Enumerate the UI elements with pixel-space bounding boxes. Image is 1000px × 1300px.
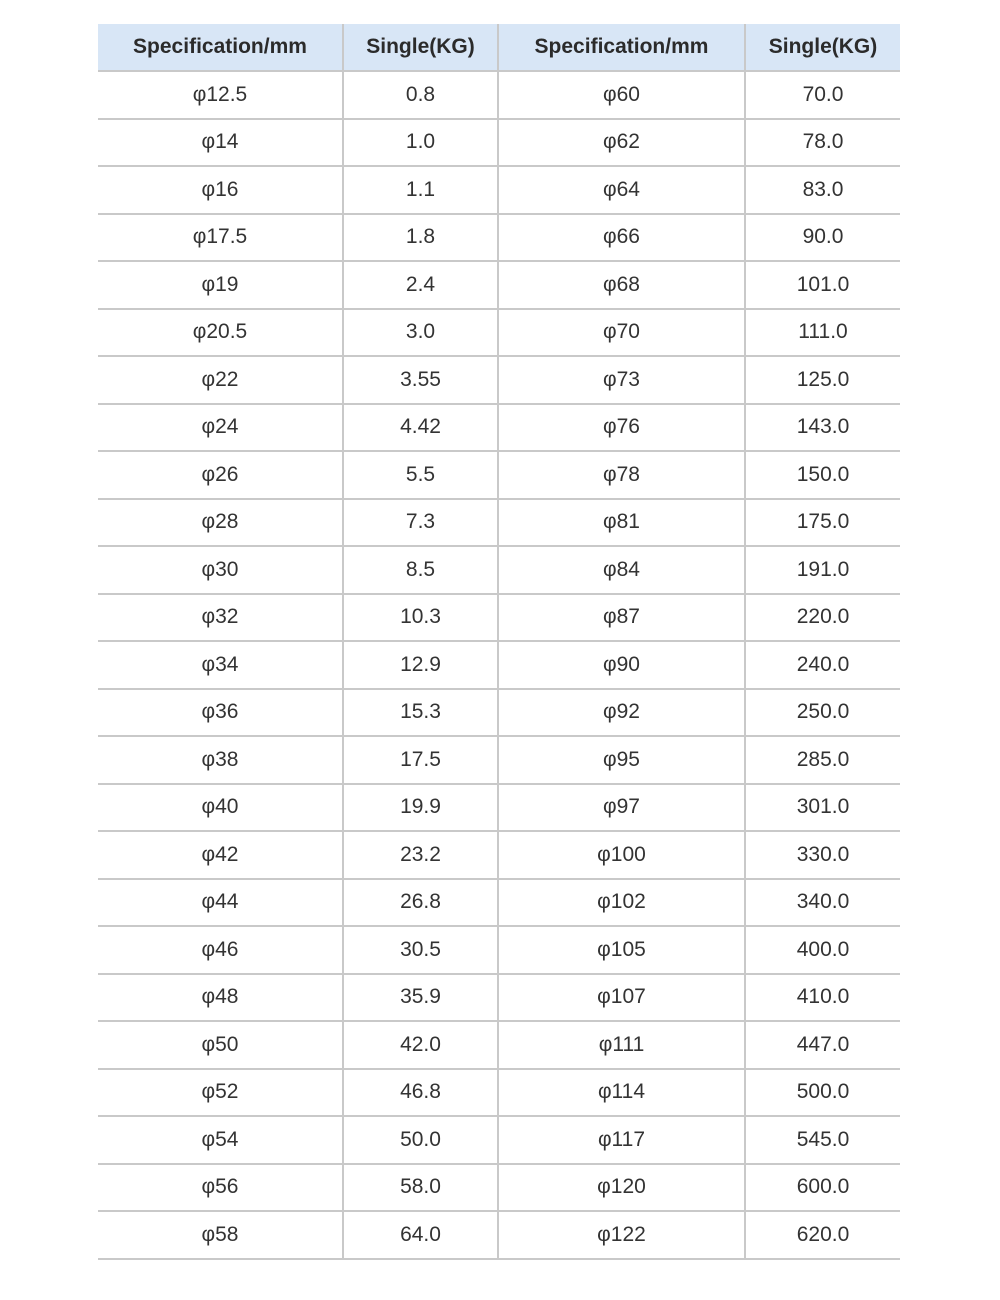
spec-cell-left: φ50 [98, 1021, 343, 1069]
weight-cell-right: 220.0 [745, 594, 900, 642]
weight-cell-left: 1.0 [343, 119, 498, 167]
spec-cell-left: φ12.5 [98, 71, 343, 119]
weight-cell-left: 1.1 [343, 166, 498, 214]
weight-cell-left: 58.0 [343, 1164, 498, 1212]
weight-cell-left: 7.3 [343, 499, 498, 547]
table-row [98, 261, 900, 309]
table-row [98, 784, 900, 832]
table-row [98, 166, 900, 214]
weight-cell-left: 4.42 [343, 404, 498, 452]
table-row [98, 1069, 900, 1117]
weight-cell-left: 8.5 [343, 546, 498, 594]
spec-cell-left: φ24 [98, 404, 343, 452]
specification-weight-table [98, 24, 900, 1260]
weight-cell-right: 150.0 [745, 451, 900, 499]
weight-cell-left: 3.55 [343, 356, 498, 404]
spec-cell-right: φ81 [498, 499, 745, 547]
weight-cell-right: 400.0 [745, 926, 900, 974]
table-row [98, 546, 900, 594]
spec-cell-left: φ32 [98, 594, 343, 642]
weight-cell-right: 301.0 [745, 784, 900, 832]
weight-cell-left: 23.2 [343, 831, 498, 879]
spec-cell-right: φ114 [498, 1069, 745, 1117]
spec-cell-left: φ22 [98, 356, 343, 404]
spec-cell-left: φ28 [98, 499, 343, 547]
spec-cell-right: φ100 [498, 831, 745, 879]
spec-cell-right: φ122 [498, 1211, 745, 1259]
spec-cell-right: φ62 [498, 119, 745, 167]
spec-cell-right: φ107 [498, 974, 745, 1022]
weight-cell-right: 545.0 [745, 1116, 900, 1164]
table-row [98, 879, 900, 927]
table-row [98, 309, 900, 357]
weight-cell-left: 1.8 [343, 214, 498, 262]
spec-cell-left: φ42 [98, 831, 343, 879]
weight-cell-right: 620.0 [745, 1211, 900, 1259]
spec-cell-left: φ20.5 [98, 309, 343, 357]
weight-cell-left: 15.3 [343, 689, 498, 737]
table-row [98, 926, 900, 974]
weight-cell-right: 191.0 [745, 546, 900, 594]
spec-cell-left: φ14 [98, 119, 343, 167]
table-row [98, 1116, 900, 1164]
weight-cell-left: 42.0 [343, 1021, 498, 1069]
weight-cell-left: 0.8 [343, 71, 498, 119]
spec-cell-right: φ95 [498, 736, 745, 784]
spec-cell-left: φ56 [98, 1164, 343, 1212]
spec-cell-left: φ54 [98, 1116, 343, 1164]
spec-cell-left: φ44 [98, 879, 343, 927]
spec-cell-left: φ40 [98, 784, 343, 832]
spec-cell-left: φ36 [98, 689, 343, 737]
table-body [98, 71, 900, 1259]
spec-cell-right: φ78 [498, 451, 745, 499]
weight-cell-right: 101.0 [745, 261, 900, 309]
weight-cell-right: 410.0 [745, 974, 900, 1022]
header-specification-left: Specification/mm [98, 24, 343, 71]
weight-cell-left: 2.4 [343, 261, 498, 309]
weight-cell-right: 111.0 [745, 309, 900, 357]
spec-cell-right: φ68 [498, 261, 745, 309]
table-row [98, 1164, 900, 1212]
weight-cell-right: 143.0 [745, 404, 900, 452]
spec-cell-right: φ76 [498, 404, 745, 452]
weight-cell-right: 330.0 [745, 831, 900, 879]
spec-cell-right: φ102 [498, 879, 745, 927]
weight-cell-right: 500.0 [745, 1069, 900, 1117]
weight-cell-left: 26.8 [343, 879, 498, 927]
table-row [98, 831, 900, 879]
weight-cell-right: 600.0 [745, 1164, 900, 1212]
weight-cell-right: 340.0 [745, 879, 900, 927]
weight-cell-right: 175.0 [745, 499, 900, 547]
header-single-kg-right: Single(KG) [745, 24, 900, 71]
weight-cell-left: 35.9 [343, 974, 498, 1022]
table-row [98, 451, 900, 499]
spec-cell-right: φ111 [498, 1021, 745, 1069]
weight-cell-right: 78.0 [745, 119, 900, 167]
spec-cell-right: φ97 [498, 784, 745, 832]
spec-cell-left: φ19 [98, 261, 343, 309]
table-row [98, 736, 900, 784]
weight-cell-left: 12.9 [343, 641, 498, 689]
weight-cell-right: 240.0 [745, 641, 900, 689]
table-row [98, 1211, 900, 1259]
spec-cell-left: φ52 [98, 1069, 343, 1117]
weight-cell-left: 3.0 [343, 309, 498, 357]
spec-cell-left: φ34 [98, 641, 343, 689]
spec-cell-right: φ60 [498, 71, 745, 119]
table-row [98, 1021, 900, 1069]
spec-cell-right: φ105 [498, 926, 745, 974]
spec-cell-left: φ17.5 [98, 214, 343, 262]
table-row [98, 689, 900, 737]
spec-cell-right: φ66 [498, 214, 745, 262]
weight-cell-right: 90.0 [745, 214, 900, 262]
weight-cell-left: 5.5 [343, 451, 498, 499]
table-row [98, 974, 900, 1022]
header-specification-right: Specification/mm [498, 24, 745, 71]
weight-cell-left: 46.8 [343, 1069, 498, 1117]
table-row [98, 594, 900, 642]
weight-cell-left: 10.3 [343, 594, 498, 642]
table-row [98, 356, 900, 404]
weight-cell-left: 17.5 [343, 736, 498, 784]
table-row [98, 71, 900, 119]
header-single-kg-left: Single(KG) [343, 24, 498, 71]
spec-cell-right: φ84 [498, 546, 745, 594]
table-row [98, 641, 900, 689]
weight-cell-right: 250.0 [745, 689, 900, 737]
weight-cell-right: 285.0 [745, 736, 900, 784]
spec-cell-right: φ87 [498, 594, 745, 642]
weight-cell-left: 19.9 [343, 784, 498, 832]
spec-cell-left: φ30 [98, 546, 343, 594]
spec-cell-left: φ16 [98, 166, 343, 214]
weight-cell-right: 447.0 [745, 1021, 900, 1069]
weight-cell-left: 64.0 [343, 1211, 498, 1259]
table-row [98, 404, 900, 452]
spec-cell-right: φ92 [498, 689, 745, 737]
weight-cell-right: 125.0 [745, 356, 900, 404]
weight-cell-left: 30.5 [343, 926, 498, 974]
table-row [98, 214, 900, 262]
table-header [98, 24, 900, 71]
spec-cell-left: φ38 [98, 736, 343, 784]
spec-cell-right: φ70 [498, 309, 745, 357]
spec-cell-left: φ26 [98, 451, 343, 499]
spec-cell-right: φ90 [498, 641, 745, 689]
spec-cell-right: φ120 [498, 1164, 745, 1212]
weight-cell-right: 83.0 [745, 166, 900, 214]
spec-cell-left: φ48 [98, 974, 343, 1022]
spec-cell-left: φ58 [98, 1211, 343, 1259]
spec-cell-right: φ73 [498, 356, 745, 404]
spec-cell-right: φ117 [498, 1116, 745, 1164]
weight-cell-left: 50.0 [343, 1116, 498, 1164]
weight-cell-right: 70.0 [745, 71, 900, 119]
table-row [98, 119, 900, 167]
header-row [98, 24, 900, 71]
table-row [98, 499, 900, 547]
spec-cell-left: φ46 [98, 926, 343, 974]
spec-cell-right: φ64 [498, 166, 745, 214]
